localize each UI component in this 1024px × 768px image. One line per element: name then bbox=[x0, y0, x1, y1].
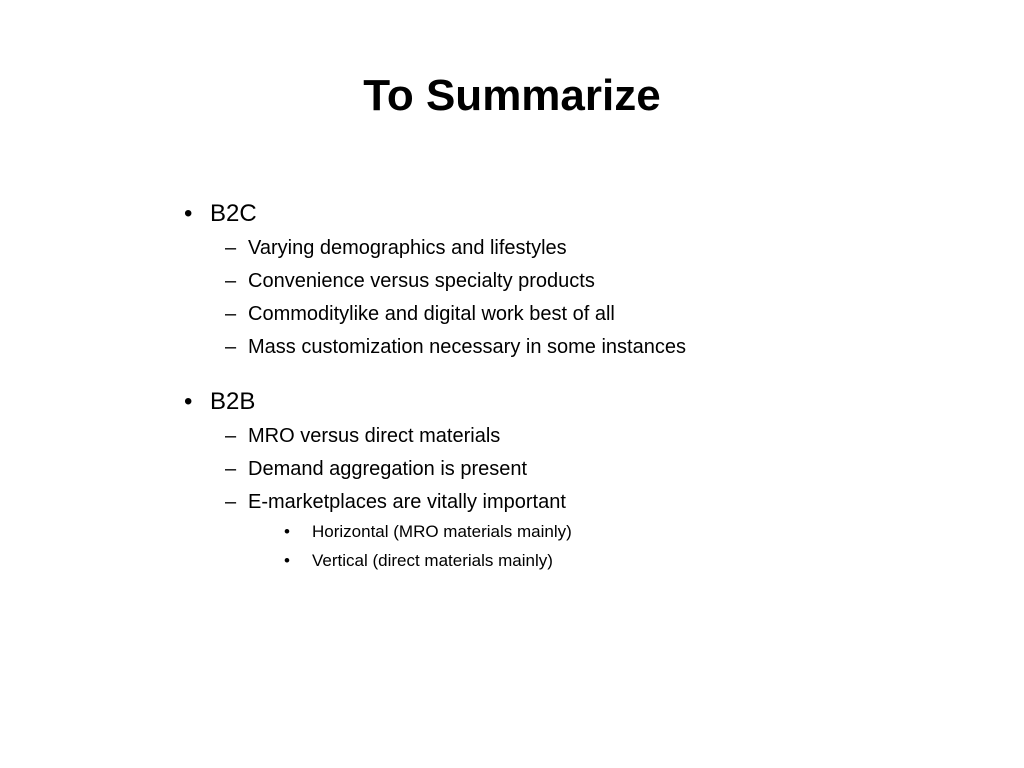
dash-marker: – bbox=[225, 458, 237, 480]
subpoint bbox=[225, 420, 984, 453]
b2b-subpoints bbox=[184, 420, 984, 519]
dash-marker: – bbox=[225, 237, 237, 259]
subpoint bbox=[225, 265, 984, 298]
section-b2c bbox=[184, 198, 984, 364]
bullet-marker: • bbox=[184, 388, 193, 415]
dash-marker: – bbox=[225, 336, 237, 358]
dash-marker: – bbox=[225, 303, 237, 325]
dash-marker: – bbox=[225, 270, 237, 292]
bullet-label: B2C bbox=[210, 200, 257, 227]
bullet-marker: • bbox=[284, 551, 290, 570]
subpoint bbox=[225, 486, 984, 519]
dash-marker: – bbox=[225, 491, 237, 513]
sub-subpoint-text: Horizontal (MRO materials mainly) bbox=[312, 522, 572, 541]
subpoint-text: Demand aggregation is present bbox=[248, 458, 528, 480]
subpoint-text: E-marketplaces are vitally important bbox=[248, 491, 566, 513]
subpoint bbox=[225, 331, 984, 364]
b2c-subpoints bbox=[184, 232, 984, 364]
bullet-b2b bbox=[184, 386, 984, 418]
subpoint-text: MRO versus direct materials bbox=[248, 425, 501, 447]
subpoint bbox=[225, 453, 984, 486]
bullet-marker: • bbox=[184, 200, 193, 227]
sub-subpoint-text: Vertical (direct materials mainly) bbox=[312, 551, 553, 570]
dash-marker: – bbox=[225, 425, 237, 447]
bullet-label: B2B bbox=[210, 388, 256, 415]
subpoint-text: Varying demographics and lifestyles bbox=[248, 237, 567, 259]
subpoint-text: Mass customization necessary in some instances bbox=[248, 336, 686, 358]
slide-title: To Summarize bbox=[363, 71, 661, 120]
subpoint bbox=[225, 298, 984, 331]
slide-content bbox=[184, 198, 984, 575]
subpoint-text: Convenience versus specialty products bbox=[248, 270, 595, 292]
bullet-marker: • bbox=[284, 522, 290, 541]
section-b2b bbox=[184, 386, 984, 575]
bullet-b2c bbox=[184, 198, 984, 230]
sub-subpoint bbox=[284, 546, 984, 575]
subpoint-text: Commoditylike and digital work best of all bbox=[248, 303, 615, 325]
sub-subpoint bbox=[284, 517, 984, 546]
subpoint bbox=[225, 232, 984, 265]
e-marketplace-types bbox=[184, 517, 984, 575]
